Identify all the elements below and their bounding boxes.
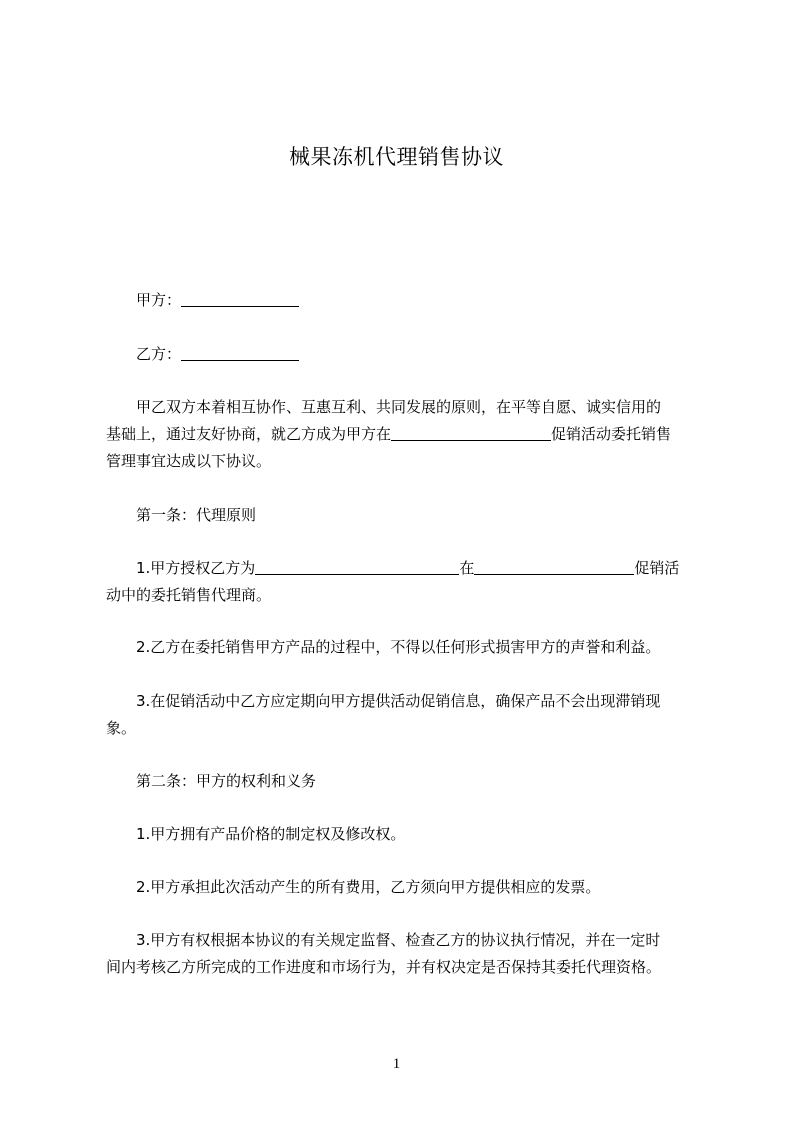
page-number: 1 [392,1056,401,1072]
party-a-label: 甲方： [136,291,182,309]
intro-line-2a: 基础上，通过友好协商，就乙方成为甲方在 [106,425,392,443]
article-2-item-1-text: 1.甲方拥有产品价格的制定权及修改权。 [136,825,406,843]
party-a-blank[interactable] [181,290,299,307]
article-1-heading-line [106,502,703,529]
article-2-item-3-b: 间内考核乙方所完成的工作进度和市场行为，并有权决定是否保持其委托代理资格。 [106,958,662,976]
article-1-item-2 [106,634,703,661]
party-b-line [106,341,703,368]
article-2-heading-line [106,768,703,795]
intro-line-3: 管理事宜达成以下协议。 [106,452,272,470]
article-1-item-3 [106,688,703,742]
article-1-item-1-c: 促销活 [634,559,680,577]
article-1-item-3-b: 象。 [106,719,137,737]
party-b-blank[interactable] [181,344,299,361]
article-1-item-3-a: 3.在促销活动中乙方应定期向甲方提供活动促销信息，确保产品不会出现滞销现 [136,692,661,710]
article-1-item-1-a: 1.甲方授权乙方为 [136,559,256,577]
article-2-item-1 [106,821,703,848]
article-1-item-1-b: 在 [459,559,475,577]
article-2-heading: 第二条：甲方的权利和义务 [136,772,317,790]
party-a-line [106,287,703,314]
article-2-item-3-a: 3.甲方有权根据本协议的有关规定监督、检查乙方的协议执行情况，并在一定时 [136,931,661,949]
agent-scope-blank[interactable] [255,558,459,575]
article-1-item-1-d: 动中的委托销售代理商。 [106,586,272,604]
article-1-item-1 [106,555,703,609]
activity-location-blank[interactable] [474,558,634,575]
promotion-activity-blank[interactable] [391,424,551,441]
article-2-item-3 [106,927,703,981]
document-title: 械果冻机代理销售协议 [289,145,504,169]
article-1-heading: 第一条：代理原则 [136,506,257,524]
party-b-label: 乙方： [136,345,182,363]
intro-line-2b: 促销活动委托销售 [551,425,672,443]
article-2-item-2 [106,874,703,901]
intro-line-1: 甲乙双方本着相互协作、互惠互利、共同发展的原则，在平等自愿、诚实信用的 [136,398,662,416]
article-2-item-2-text: 2.甲方承担此次活动产生的所有费用，乙方须向甲方提供相应的发票。 [136,878,601,896]
article-1-item-2-text: 2.乙方在委托销售甲方产品的过程中，不得以任何形式损害甲方的声誉和利益。 [136,638,661,656]
intro-paragraph [106,394,703,475]
